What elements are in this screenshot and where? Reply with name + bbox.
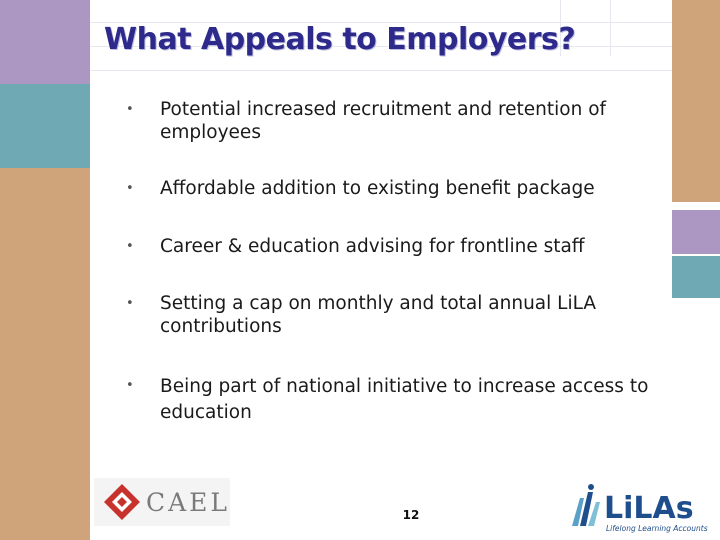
lilas-logo xyxy=(566,478,716,536)
right-tan-block xyxy=(672,0,720,202)
bullet-text: Affordable addition to existing benefit package xyxy=(160,178,595,199)
cael-logo xyxy=(94,478,230,526)
left-teal-block xyxy=(0,84,90,168)
bullet-item xyxy=(126,98,666,144)
right-teal-block xyxy=(672,256,720,298)
bullet-marker: • xyxy=(126,378,134,393)
lilas-logo-text: LiLAs xyxy=(604,491,694,526)
bullet-item xyxy=(126,177,666,200)
bullet-marker: • xyxy=(126,181,134,196)
bullet-text: Career & education advising for frontline staff xyxy=(160,236,585,257)
bullet-text: Being part of national initiative to increase access to education xyxy=(160,376,649,423)
bullet-marker: • xyxy=(126,239,134,254)
bullet-item xyxy=(126,235,666,258)
bullet-marker: • xyxy=(126,102,134,117)
page-number: 12 xyxy=(402,508,420,522)
bullet-item xyxy=(126,374,666,426)
left-tan-block xyxy=(0,168,90,540)
bullet-text: Potential increased recruitment and retention of employees xyxy=(160,99,607,143)
lilas-figure-icon xyxy=(572,484,600,526)
right-purple-block xyxy=(672,210,720,254)
slide-title: What Appeals to Employers? xyxy=(104,22,576,57)
bullet-item xyxy=(126,292,666,338)
left-purple-block xyxy=(0,0,90,84)
bullet-text: Setting a cap on monthly and total annual LiLA contributions xyxy=(160,293,596,337)
bullet-marker: • xyxy=(126,296,134,311)
cael-diamond-icon xyxy=(100,480,144,524)
lilas-tagline: Lifelong Learning Accounts xyxy=(606,524,708,533)
left-decoration xyxy=(0,0,90,540)
cael-logo-text: CAEL xyxy=(145,487,230,517)
